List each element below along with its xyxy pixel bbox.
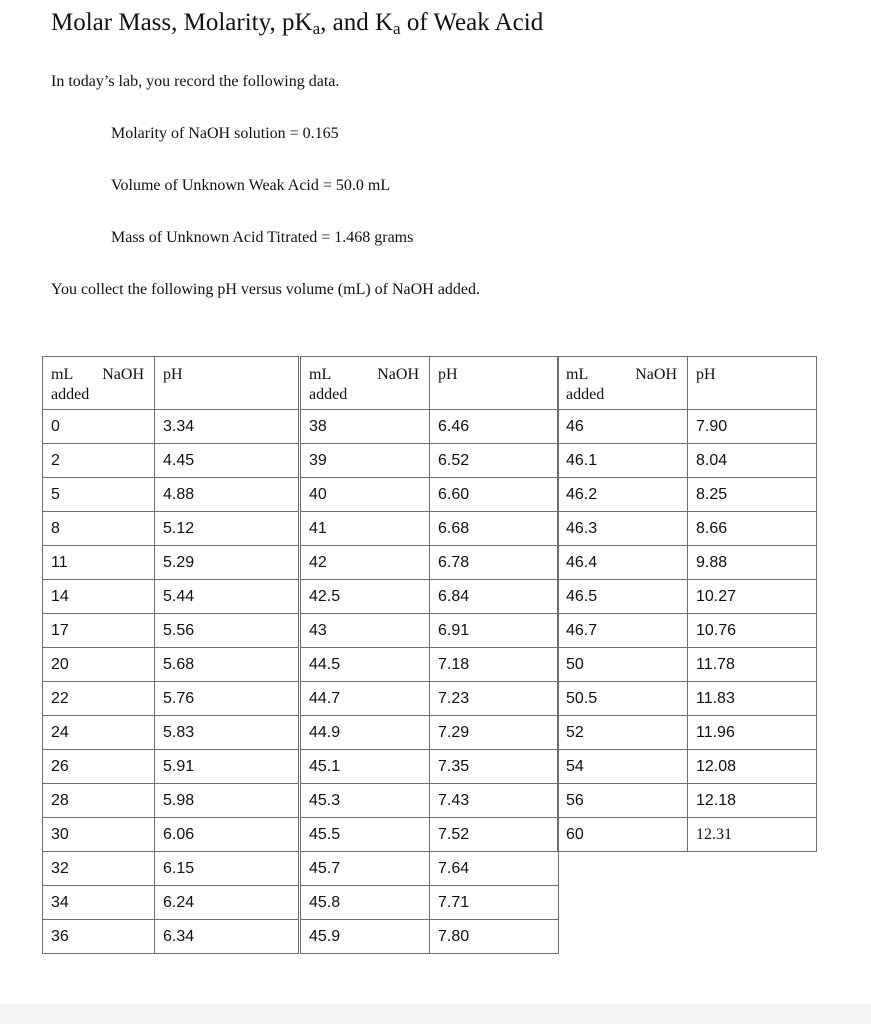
- volume-cell: 46: [558, 410, 688, 444]
- ph-cell: 7.80: [430, 920, 559, 954]
- ph-cell: 6.60: [430, 478, 559, 512]
- volume-cell: 54: [558, 750, 688, 784]
- volume-cell: 28: [43, 784, 155, 818]
- ph-cell: 7.90: [688, 410, 817, 444]
- table-row: [43, 580, 299, 614]
- table-row: [43, 750, 299, 784]
- volume-cell: 43: [301, 614, 430, 648]
- ph-cell: 5.68: [155, 648, 299, 682]
- header-reagent: NaOH: [377, 366, 419, 383]
- ph-cell: 9.88: [688, 546, 817, 580]
- volume-cell: 26: [43, 750, 155, 784]
- volume-cell: 45.9: [301, 920, 430, 954]
- table-row: [301, 478, 559, 512]
- table-row: [301, 852, 559, 886]
- header-added: added: [566, 386, 605, 403]
- volume-cell: 46.5: [558, 580, 688, 614]
- volume-cell: 39: [301, 444, 430, 478]
- table-row: [43, 852, 299, 886]
- volume-cell: 34: [43, 886, 155, 920]
- table-header-row: [558, 357, 817, 410]
- header-unit: mL: [566, 366, 589, 383]
- titration-table-2: [300, 356, 559, 954]
- ph-cell: 11.83: [688, 682, 817, 716]
- table-row: [43, 648, 299, 682]
- table-row: [301, 784, 559, 818]
- table-row: [43, 886, 299, 920]
- table-row: [43, 818, 299, 852]
- volume-cell: 44.9: [301, 716, 430, 750]
- table-row: [301, 750, 559, 784]
- header-unit: mL: [51, 366, 74, 383]
- ph-cell: 12.31: [688, 818, 817, 852]
- volume-cell: 0: [43, 410, 155, 444]
- ph-cell: 7.52: [430, 818, 559, 852]
- volume-cell: 45.5: [301, 818, 430, 852]
- volume-cell: 60: [558, 818, 688, 852]
- ph-cell: 12.08: [688, 750, 817, 784]
- title-subscript: a: [312, 19, 321, 38]
- table-row: [43, 444, 299, 478]
- volume-cell: 38: [301, 410, 430, 444]
- table-row: [301, 580, 559, 614]
- table-row: [558, 546, 817, 580]
- ph-cell: 5.12: [155, 512, 299, 546]
- volume-cell: 5: [43, 478, 155, 512]
- volume-cell: 45.3: [301, 784, 430, 818]
- ph-cell: 7.43: [430, 784, 559, 818]
- ph-cell: 5.29: [155, 546, 299, 580]
- table-row: [43, 512, 299, 546]
- table-row: [558, 648, 817, 682]
- given-acid-volume: Volume of Unknown Weak Acid = 50.0 mL: [111, 177, 391, 194]
- header-reagent: NaOH: [102, 366, 144, 383]
- table-row: [43, 682, 299, 716]
- ph-cell: 7.23: [430, 682, 559, 716]
- volume-cell: 56: [558, 784, 688, 818]
- volume-cell: 45.8: [301, 886, 430, 920]
- table-row: [558, 818, 817, 852]
- table-row: [301, 818, 559, 852]
- table-row: [558, 580, 817, 614]
- page-title: [51, 9, 543, 37]
- ph-cell: 4.45: [155, 444, 299, 478]
- ph-cell: 11.78: [688, 648, 817, 682]
- volume-cell: 14: [43, 580, 155, 614]
- header-ph: pH: [688, 357, 817, 410]
- ph-cell: 5.91: [155, 750, 299, 784]
- ph-cell: 7.29: [430, 716, 559, 750]
- volume-cell: 42.5: [301, 580, 430, 614]
- ph-cell: 8.25: [688, 478, 817, 512]
- volume-cell: 46.4: [558, 546, 688, 580]
- table-row: [558, 444, 817, 478]
- header-added: added: [51, 386, 90, 403]
- volume-cell: 30: [43, 818, 155, 852]
- table-row: [558, 614, 817, 648]
- ph-cell: 7.71: [430, 886, 559, 920]
- ph-cell: 6.06: [155, 818, 299, 852]
- ph-cell: 5.76: [155, 682, 299, 716]
- ph-cell: 7.18: [430, 648, 559, 682]
- given-acid-mass: Mass of Unknown Acid Titrated = 1.468 grams: [111, 229, 414, 246]
- header-unit: mL: [309, 366, 332, 383]
- table-row: [43, 410, 299, 444]
- ph-cell: 3.34: [155, 410, 299, 444]
- table-row: [301, 886, 559, 920]
- header-added: added: [309, 386, 348, 403]
- header-volume: [301, 357, 430, 410]
- collect-paragraph: You collect the following pH versus volume (mL) of NaOH added.: [51, 281, 480, 298]
- ph-cell: 5.83: [155, 716, 299, 750]
- ph-cell: 6.34: [155, 920, 299, 954]
- ph-cell: 12.18: [688, 784, 817, 818]
- ph-cell: 10.27: [688, 580, 817, 614]
- ph-cell: 7.64: [430, 852, 559, 886]
- ph-cell: 6.15: [155, 852, 299, 886]
- title-part: of Weak Acid: [400, 9, 544, 36]
- table-header-row: [301, 357, 559, 410]
- volume-cell: 44.7: [301, 682, 430, 716]
- table-row: [301, 410, 559, 444]
- table-row: [43, 784, 299, 818]
- ph-cell: 6.46: [430, 410, 559, 444]
- ph-cell: 7.35: [430, 750, 559, 784]
- header-volume: [558, 357, 688, 410]
- volume-cell: 46.2: [558, 478, 688, 512]
- volume-cell: 52: [558, 716, 688, 750]
- ph-cell: 8.66: [688, 512, 817, 546]
- volume-cell: 36: [43, 920, 155, 954]
- table-row: [43, 716, 299, 750]
- volume-cell: 22: [43, 682, 155, 716]
- titration-table-1: [42, 356, 299, 954]
- ph-cell: 4.88: [155, 478, 299, 512]
- volume-cell: 45.7: [301, 852, 430, 886]
- table-row: [43, 614, 299, 648]
- table-row: [301, 546, 559, 580]
- volume-cell: 24: [43, 716, 155, 750]
- header-ph: pH: [430, 357, 559, 410]
- table-row: [43, 478, 299, 512]
- ph-cell: 6.68: [430, 512, 559, 546]
- table-row: [558, 478, 817, 512]
- ph-cell: 5.56: [155, 614, 299, 648]
- ph-cell: 5.44: [155, 580, 299, 614]
- table-row: [558, 512, 817, 546]
- table-row: [558, 784, 817, 818]
- table-row: [558, 682, 817, 716]
- volume-cell: 45.1: [301, 750, 430, 784]
- header-volume: [43, 357, 155, 410]
- volume-cell: 46.7: [558, 614, 688, 648]
- volume-cell: 32: [43, 852, 155, 886]
- volume-cell: 42: [301, 546, 430, 580]
- volume-cell: 11: [43, 546, 155, 580]
- header-ph: pH: [155, 357, 299, 410]
- volume-cell: 44.5: [301, 648, 430, 682]
- volume-cell: 20: [43, 648, 155, 682]
- table-row: [301, 614, 559, 648]
- page-bottom-band: [0, 1004, 871, 1024]
- title-subscript: a: [393, 19, 401, 38]
- given-naoh-molarity: Molarity of NaOH solution = 0.165: [111, 125, 339, 142]
- table-row: [558, 716, 817, 750]
- table-row: [43, 920, 299, 954]
- ph-cell: 6.91: [430, 614, 559, 648]
- ph-cell: 5.98: [155, 784, 299, 818]
- table-row: [558, 410, 817, 444]
- ph-cell: 6.52: [430, 444, 559, 478]
- volume-cell: 41: [301, 512, 430, 546]
- intro-paragraph: In today’s lab, you record the following data.: [51, 73, 340, 90]
- table-header-row: [43, 357, 299, 410]
- ph-cell: 6.78: [430, 546, 559, 580]
- table-row: [301, 512, 559, 546]
- volume-cell: 40: [301, 478, 430, 512]
- volume-cell: 50: [558, 648, 688, 682]
- table-row: [301, 648, 559, 682]
- ph-cell: 10.76: [688, 614, 817, 648]
- volume-cell: 46.3: [558, 512, 688, 546]
- table-row: [301, 444, 559, 478]
- ph-cell: 8.04: [688, 444, 817, 478]
- ph-cell: 6.24: [155, 886, 299, 920]
- volume-cell: 46.1: [558, 444, 688, 478]
- titration-table-3: [557, 356, 817, 852]
- table-row: [301, 920, 559, 954]
- volume-cell: 17: [43, 614, 155, 648]
- volume-cell: 2: [43, 444, 155, 478]
- volume-cell: 50.5: [558, 682, 688, 716]
- title-part: Molar Mass, Molarity, pK: [51, 9, 313, 36]
- ph-cell: 11.96: [688, 716, 817, 750]
- table-row: [301, 716, 559, 750]
- header-reagent: NaOH: [635, 366, 677, 383]
- table-row: [301, 682, 559, 716]
- volume-cell: 8: [43, 512, 155, 546]
- ph-cell: 6.84: [430, 580, 559, 614]
- title-part: , and K: [320, 9, 394, 36]
- table-row: [558, 750, 817, 784]
- table-row: [43, 546, 299, 580]
